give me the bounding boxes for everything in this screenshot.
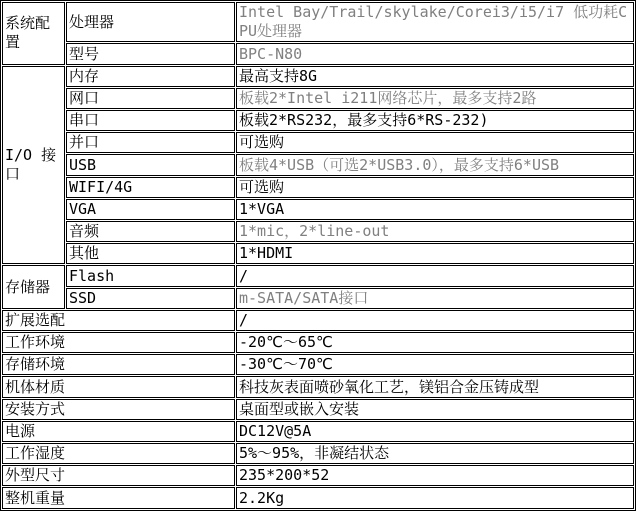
label-storage-env: 存储环境 [2,354,235,375]
table-row [2,487,634,509]
label-parallel: 并口 [66,132,235,153]
label-humidity: 工作湿度 [2,443,235,464]
value-wifi-4g: 可选购 [236,177,634,198]
table-row [2,288,634,309]
table-row [2,88,634,109]
label-expansion: 扩展选配 [2,310,235,331]
value-lan: 板载2*Intel i211网络芯片，最多支持2路 [236,88,634,109]
table-row [2,243,634,264]
table-row [2,154,634,175]
section-io: I/O 接口 [2,66,65,265]
label-operating-env: 工作环境 [2,332,235,353]
label-model: 型号 [66,43,235,64]
value-cpu: Intel Bay/Trail/skylake/Corei3/i5/i7 低功耗CPU处理器 [236,2,634,42]
value-expansion: / [236,310,634,331]
label-chassis-material: 机体材质 [2,376,235,397]
table-row [2,43,634,64]
table-row [2,465,634,486]
label-dimensions: 外型尺寸 [2,465,235,486]
label-usb: USB [66,154,235,175]
value-memory: 最高支持8G [236,66,634,87]
table-row [2,265,634,286]
label-mounting: 安装方式 [2,399,235,420]
value-flash: / [236,265,634,286]
section-storage: 存储器 [2,265,65,308]
value-serial: 板载2*RS232，最多支持6*RS-232) [236,110,634,131]
table-row [2,332,634,353]
value-ssd: m-SATA/SATA接口 [236,288,634,309]
value-power: DC12V@5A [236,421,634,442]
section-system-config: 系统配置 [2,2,65,65]
label-audio: 音频 [66,221,235,242]
label-power: 电源 [2,421,235,442]
table-row [2,421,634,442]
label-lan: 网口 [66,88,235,109]
value-humidity: 5%～95%，非凝结状态 [236,443,634,464]
table-row [2,443,634,464]
table-row [2,221,634,242]
table-row [2,376,634,397]
value-model: BPC-N80 [236,43,634,64]
value-parallel: 可选购 [236,132,634,153]
value-chassis-material: 科技灰表面喷砂氧化工艺，镁铝合金压铸成型 [236,376,634,397]
value-dimensions: 235*200*52 [236,465,634,486]
label-weight: 整机重量 [2,487,235,509]
table-row [2,177,634,198]
table-row [2,399,634,420]
table-row [2,354,634,375]
table-row [2,66,634,87]
value-mounting: 桌面型或嵌入安装 [236,399,634,420]
value-audio: 1*mic，2*line-out [236,221,634,242]
table-row [2,132,634,153]
label-serial: 串口 [66,110,235,131]
table-row [2,199,634,220]
value-weight: 2.2Kg [236,487,634,509]
label-other-io: 其他 [66,243,235,264]
value-other-io: 1*HDMI [236,243,634,264]
label-memory: 内存 [66,66,235,87]
value-storage-env: -30℃～70℃ [236,354,634,375]
value-vga: 1*VGA [236,199,634,220]
label-ssd: SSD [66,288,235,309]
label-vga: VGA [66,199,235,220]
label-flash: Flash [66,265,235,286]
label-wifi-4g: WIFI/4G [66,177,235,198]
label-cpu: 处理器 [66,2,235,42]
table-row [2,310,634,331]
table-row [2,2,634,42]
value-operating-env: -20℃～65℃ [236,332,634,353]
value-usb: 板载4*USB（可选2*USB3.0），最多支持6*USB [236,154,634,175]
table-row [2,110,634,131]
